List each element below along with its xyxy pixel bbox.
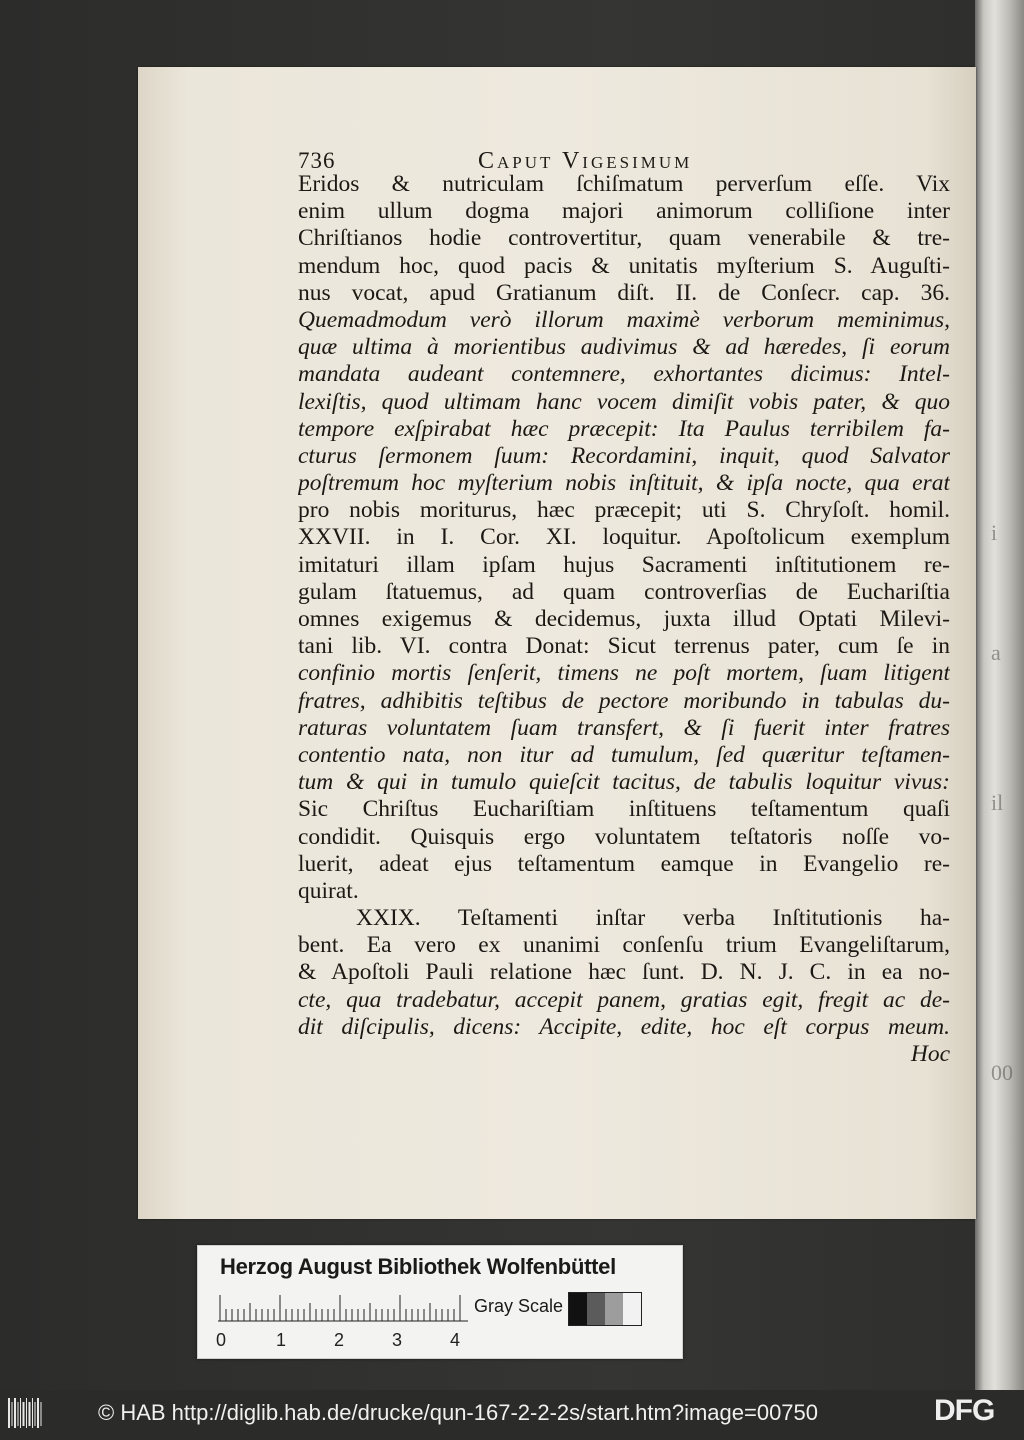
gray-swatch <box>569 1293 587 1325</box>
text-line: tempore exſpirabat hæc præcepit: Ita Paulus terribilem fa- <box>298 415 950 442</box>
gray-swatch <box>623 1293 641 1325</box>
text-line: XXVII. in I. Cor. XI. loquitur. Apoſtolicum exemplum <box>298 524 950 551</box>
ruler-label: 3 <box>392 1330 403 1350</box>
text-line: dit diſcipulis, dicens: Accipite, edite, hoc eſt corpus meum. <box>298 1013 950 1040</box>
text-line: lexiſtis, quod ultimam hanc vocem dimiſit vobis pater, & quo <box>298 388 950 415</box>
hab-barcode-icon <box>6 1396 48 1430</box>
text-line: nus vocat, apud Gratianum diſt. II. de Conſecr. cap. 36. <box>298 279 950 306</box>
adjacent-page-edge: i a il 00 <box>975 0 1024 1390</box>
text-line: mendum hoc, quod pacis & unitatis myſterium S. Auguſti- <box>298 252 950 279</box>
text-line: Quemadmodum verò illorum maximè verborum meminimus, <box>298 306 950 333</box>
text-line: poſtremum hoc myſterium nobis inſtituit, & ipſa nocte, qua erat <box>298 470 950 497</box>
text-line: omnes exigemus & decidemus, juxta illud Optati Milevi- <box>298 606 950 632</box>
text-line: raturas voluntatem ſuam transfert, & ſi fuerit inter fratres <box>298 714 950 741</box>
text-line: enim ullum dogma majori animorum colliſione inter <box>298 198 950 225</box>
text-line: cte, qua tradebatur, accepit panem, gratias egit, fregit ac de- <box>298 986 950 1013</box>
text-line: cturus ſermonem ſuum: Recordamini, inquit, quod Salvator <box>298 442 950 469</box>
ruler-label: 2 <box>334 1330 345 1350</box>
text-line: contentio nata, non itur ad tumulum, ſed quæritur teſtamen- <box>298 741 950 768</box>
color-reference-card <box>197 1245 683 1359</box>
gray-scale-label: Gray Scale <box>474 1296 564 1316</box>
ruler-scale <box>218 1292 468 1322</box>
text-line: quæ ultima à morientibus audivimus & ad hæredes, ſi eorum <box>298 334 950 361</box>
library-name: Herzog August Bibliothek Wolfenbüttel <box>220 1254 616 1279</box>
text-line: quirat. <box>298 877 359 904</box>
text-line: fratres, adhibitis teſtibus de pectore moribundo in tabulas du- <box>298 687 950 714</box>
text-line: Sic Chriſtus Euchariſtiam inſtituens teſtamentum quaſi <box>298 796 950 823</box>
gray-scale-swatches <box>568 1292 642 1326</box>
ruler-label: 4 <box>450 1330 461 1350</box>
text-line: bent. Ea vero ex unanimi conſenſu trium Evangeliſtarum, <box>298 932 950 959</box>
text-line: gulam ſtatuemus, ad quam controverſias de Euchariſtia <box>298 578 950 605</box>
text-line: imitaturi illam ipſam hujus Sacramenti inſtitutionem re- <box>298 551 950 578</box>
body-text <box>298 171 950 1068</box>
gray-swatch <box>605 1293 623 1325</box>
gray-swatch <box>587 1293 605 1325</box>
footer-bar <box>0 1390 1024 1440</box>
page-number: 736 <box>298 148 336 173</box>
text-line: confinio mortis ſenſerit, timens ne poſt mortem, ſuam litigent <box>298 660 950 687</box>
dfg-logo: DFG <box>934 1394 995 1427</box>
ruler-label: 0 <box>216 1330 227 1350</box>
text-line: tani lib. VI. contra Donat: Sicut terrenus pater, cum ſe in <box>298 633 950 660</box>
footer-credit: © HAB http://diglib.hab.de/drucke/qun-167-2-2-2s/start.htm?image=00750 <box>98 1400 819 1425</box>
running-head: Caput Vigesimum <box>478 148 693 174</box>
text-line: condidit. Quisquis ergo voluntatem teſtatoris noſſe vo- <box>298 823 950 850</box>
catchword: Hoc <box>910 1041 950 1067</box>
text-line: luerit, adeat ejus teſtamentum eamque in Evangelio re- <box>298 850 950 877</box>
text-line: XXIX. Teſtamenti inſtar verba Inſtitutionis ha- <box>356 905 950 932</box>
text-line: & Apoſtoli Pauli relatione hæc ſunt. D. N. J. C. in ea no- <box>298 959 950 986</box>
text-line: Chriſtianos hodie controvertitur, quam venerabile & tre- <box>298 225 950 252</box>
text-line: Eridos & nutriculam ſchiſmatum perverſum eſſe. Vix <box>298 171 950 197</box>
text-line: tum & qui in tumulo quieſcit tacitus, de tabulis loquitur vivus: <box>298 769 950 796</box>
text-line: pro nobis moriturus, hæc præcepit; uti S. Chryſoſt. homil. <box>298 497 950 524</box>
ruler-label: 1 <box>276 1330 287 1350</box>
text-line: mandata audeant contemnere, exhortantes dicimus: Intel- <box>298 361 950 388</box>
